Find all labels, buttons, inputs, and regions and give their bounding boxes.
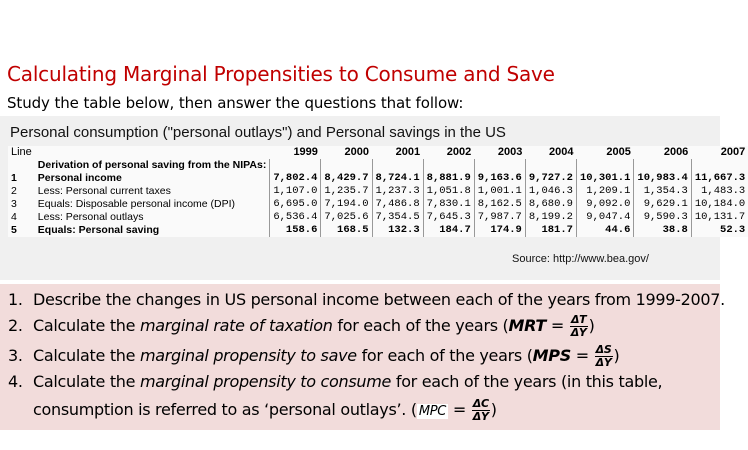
table-cell: 7,830.1 <box>423 198 474 211</box>
section-header: Derivation of personal saving from the NIPAs: <box>37 159 267 171</box>
table-cell: 10,131.7 <box>691 211 748 224</box>
year-header: 2004 <box>548 146 574 158</box>
table-cell: 7,194.0 <box>321 198 372 211</box>
table-cell: 10,983.4 <box>634 172 691 185</box>
table-cell: 1,209.1 <box>576 185 633 198</box>
mps-fraction: $\frac{\Delta S}{\Delta Y}$ <box>595 343 612 369</box>
table-cell: 168.5 <box>321 224 372 237</box>
table-cell: 8,724.1 <box>372 172 423 185</box>
table-cell: 6,695.0 <box>270 198 321 211</box>
table-cell: 44.6 <box>576 224 633 237</box>
mpc-fraction: $\frac{\Delta C}{\Delta Y}$ <box>472 397 489 423</box>
table-cell: 7,354.5 <box>372 211 423 224</box>
row-label: Equals: Personal saving <box>37 224 160 236</box>
table-cell: 1,046.3 <box>525 185 576 198</box>
section-header-row <box>8 159 748 172</box>
line-number: 3 <box>11 198 17 210</box>
row-label: Less: Personal outlays <box>37 211 144 223</box>
table-header-row <box>8 146 748 159</box>
table-cell: 7,987.7 <box>474 211 525 224</box>
row-label: Equals: Disposable personal income (DPI) <box>37 198 236 210</box>
question-2: 2. Calculate the marginal rate of taxation for each of the years (MRT = $\frac{\Delta T}{\Delta Y}$ ) <box>8 313 595 339</box>
table-cell: 9,727.2 <box>525 172 576 185</box>
mrt-formula-label: MRT <box>508 316 547 335</box>
table-caption: Personal consumption ("personal outlays") and Personal savings in the US <box>10 124 506 141</box>
table-cell: 9,047.4 <box>576 211 633 224</box>
table-cell: 1,051.8 <box>423 185 474 198</box>
table-cell: 8,429.7 <box>321 172 372 185</box>
table-cell: 1,354.3 <box>634 185 691 198</box>
questions-panel <box>0 284 725 430</box>
line-number: 1 <box>11 172 17 184</box>
table-cell: 9,629.1 <box>634 198 691 211</box>
table-cell: 10,301.1 <box>576 172 633 185</box>
table-cell: 9,590.3 <box>634 211 691 224</box>
table-cell: 52.3 <box>691 224 748 237</box>
year-header: 2006 <box>663 146 689 158</box>
table-cell: 7,025.6 <box>321 211 372 224</box>
table-cell: 8,881.9 <box>423 172 474 185</box>
mps-formula-label: MPS <box>532 346 571 365</box>
table-cell: 7,802.4 <box>270 172 321 185</box>
line-number: 5 <box>11 224 17 236</box>
line-number: 2 <box>11 185 17 197</box>
table-row <box>8 198 748 211</box>
year-header: 2000 <box>344 146 370 158</box>
table-cell: 8,680.9 <box>525 198 576 211</box>
slide-title: Calculating Marginal Propensities to Consume and Save <box>7 62 555 86</box>
mpc-formula-label: MPC <box>418 404 447 419</box>
table-row <box>8 172 748 185</box>
table-cell: 10,184.0 <box>691 198 748 211</box>
table-cell: 7,645.3 <box>423 211 474 224</box>
nipa-table <box>8 146 748 237</box>
row-label: Less: Personal current taxes <box>37 185 171 197</box>
source-note: Source: http://www.bea.gov/ <box>512 253 649 265</box>
blank-header <box>35 146 270 159</box>
table-cell: 7,486.8 <box>372 198 423 211</box>
table-cell: 9,092.0 <box>576 198 633 211</box>
table-cell: 174.9 <box>474 224 525 237</box>
line-number: 4 <box>11 211 17 223</box>
table-cell: 1,483.3 <box>691 185 748 198</box>
table-cell: 184.7 <box>423 224 474 237</box>
table-row <box>8 224 748 237</box>
mrt-fraction: $\frac{\Delta T}{\Delta Y}$ <box>570 313 587 339</box>
table-panel <box>0 116 746 280</box>
year-header: 2007 <box>720 146 746 158</box>
table-cell: 8,199.2 <box>525 211 576 224</box>
table-cell: 6,536.4 <box>270 211 321 224</box>
year-header: 2005 <box>606 146 631 158</box>
table-cell: 38.8 <box>634 224 691 237</box>
slide-subtitle: Study the table below, then answer the questions that follow: <box>7 94 464 112</box>
table-row <box>8 211 748 224</box>
table-cell: 11,667.3 <box>691 172 748 185</box>
year-header: 2002 <box>446 146 472 158</box>
question-4: 4. Calculate the marginal propensity to consume for each of the years (in this table, <box>8 372 663 391</box>
question-1: 1. Describe the changes in US personal income between each of the years from 1999-2007. <box>8 290 725 309</box>
table-cell: 1,235.7 <box>321 185 372 198</box>
year-header: 1999 <box>293 146 318 158</box>
question-3: 3. Calculate the marginal propensity to save for each of the years (MPS = $\frac{\Delta S}{\Delta Y}$ ) <box>8 343 620 369</box>
year-header: 2001 <box>395 146 421 158</box>
table-row <box>8 185 748 198</box>
question-4-line2: consumption is referred to as ‘personal outlays’. ( MPC = $\frac{\Delta C}{\Delta Y}$ ) <box>33 397 497 423</box>
table-cell: 8,162.5 <box>474 198 525 211</box>
table-cell: 132.3 <box>372 224 423 237</box>
line-header: Line <box>11 146 32 158</box>
table-cell: 181.7 <box>525 224 576 237</box>
table-cell: 1,107.0 <box>270 185 321 198</box>
year-header: 2003 <box>497 146 523 158</box>
table-cell: 1,237.3 <box>372 185 423 198</box>
table-cell: 1,001.1 <box>474 185 525 198</box>
table-cell: 158.6 <box>270 224 321 237</box>
row-label: Personal income <box>37 172 122 184</box>
table-cell: 9,163.6 <box>474 172 525 185</box>
